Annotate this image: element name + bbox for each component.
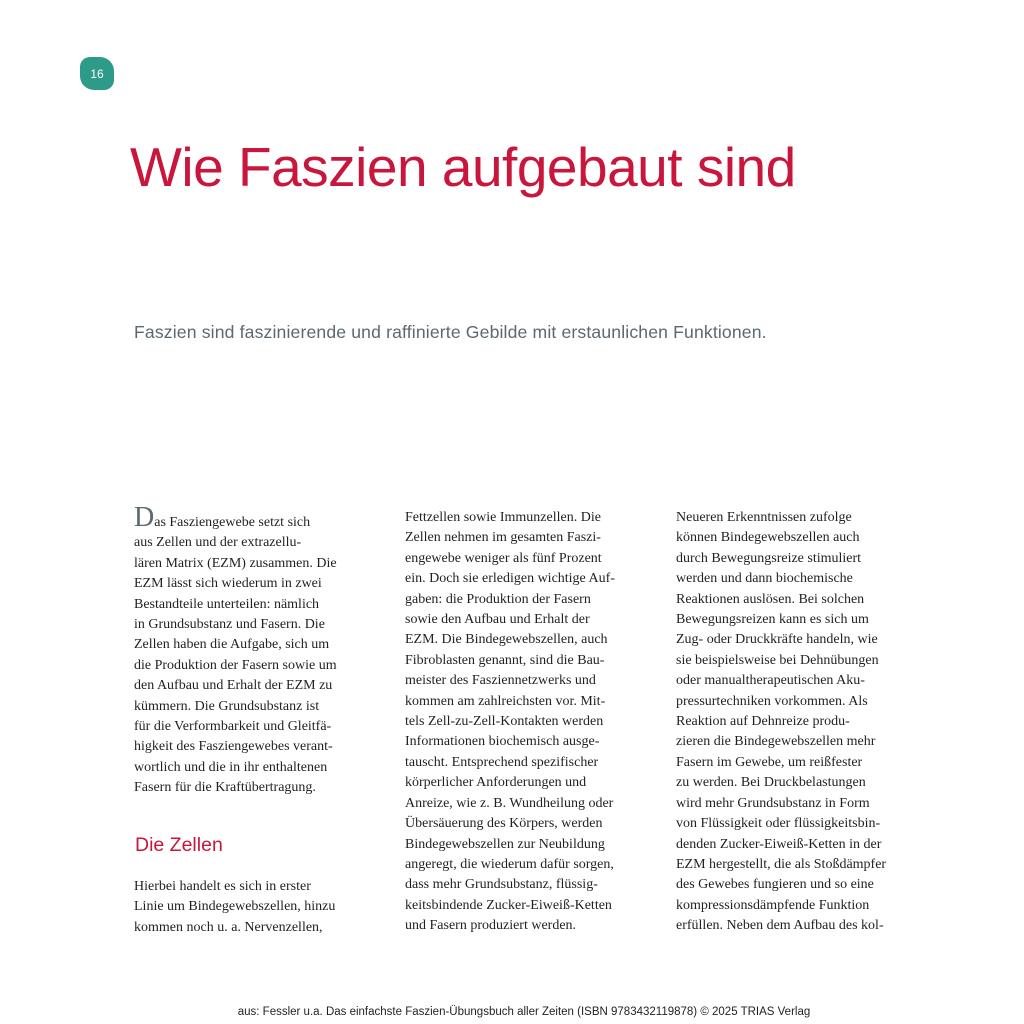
text-line: Anreize, wie z. B. Wundheilung oder [405,795,614,811]
text-line: angeregt, die wiederum dafür sorgen, [405,856,614,872]
text-line: Neueren Erkenntnissen zufolge [676,510,852,525]
text-line: und Fasern produziert werden. [405,918,577,934]
page-footer [0,1006,1024,1018]
text-line: körperlicher Anforderungen und [405,775,587,791]
text-line: werden und dann biochemische [676,571,853,587]
text-line: higkeit des Fasziengewebes verant- [134,739,333,755]
text-line: kommen noch u. a. Nervenzellen, [134,919,323,935]
text-line: pressurtechniken vorkommen. Als [676,693,868,709]
text-line: Übersäuerung des Körpers, werden [405,816,603,832]
text-line: Fasern für die Kraftübertragung. [134,780,316,796]
body-column-1-section [134,877,374,938]
text-line [134,502,374,533]
text-line-rest: as Fasziengewebe setzt sich [154,515,311,530]
text-line: Bestandteile unterteilen: nämlich [134,596,320,612]
text-line: denden Zucker-Eiweiß-Ketten in der [676,836,882,852]
text-line: durch Bewegungsreize stimuliert [676,550,862,566]
text-line: den Aufbau und Erhalt der EZM zu [134,678,333,694]
page-number: 16 [90,66,104,81]
text-line: EZM lässt sich wiederum in zwei [134,576,322,592]
text-line: von Flüssigkeit oder flüssigkeitsbin- [676,816,881,832]
text-line: sowie den Aufbau und Erhalt der [405,612,590,628]
text-line: für die Verformbarkeit und Gleitfä- [134,719,332,735]
drop-cap: D [134,502,155,533]
page-title: Wie Faszien aufgebaut sind [130,136,796,198]
text-line: in Grundsubstanz und Fasern. Die [134,617,325,633]
text-line: engewebe weniger als fünf Prozent [405,550,602,566]
section-heading: Die Zellen [135,834,223,856]
text-line: Bewegungsreizen kann es sich um [676,612,869,628]
text-line: lären Matrix (EZM) zusammen. Die [134,555,337,571]
text-line: dass mehr Grundsubstanz, flüssig- [405,877,598,893]
text-line: zu werden. Bei Druckbelastungen [676,775,866,791]
text-line: keitsbindende Zucker-Eiweiß-Ketten [405,897,612,913]
text-line: kümmern. Die Grundsubstanz ist [134,698,320,714]
text-line: sie beispielsweise bei Dehnübungen [676,652,879,668]
text-line: erfüllen. Neben dem Aufbau des kol- [676,918,884,934]
text-line: Fasern im Gewebe, um reißfester [676,754,863,770]
text-line: kompressionsdämpfende Funktion [676,897,870,913]
text-line: tels Zell-zu-Zell-Kontakten werden [405,714,604,730]
text-line: EZM. Die Bindegewebszellen, auch [405,632,608,648]
text-line: kommen am zahlreichsten vor. Mit- [405,693,606,709]
text-line: oder manualtherapeutischen Aku- [676,673,865,689]
text-line: Reaktion auf Dehnreize produ- [676,714,850,730]
text-line: wird mehr Grundsubstanz in Form [676,795,870,811]
lead-paragraph: Faszien sind faszinierende und raffinierte Gebilde mit erstaunlichen Funktionen. [134,322,767,342]
source-citation: aus: Fessler u.a. Das einfachste Faszien-Übungsbuch aller Zeiten (ISBN 9783432119878) © 2025 TRIAS Verlag [237,1006,811,1018]
text-line: Zug- oder Druckkräfte handeln, wie [676,632,878,648]
text-line: aus Zellen und der extrazellu- [134,535,302,551]
text-line: können Bindegewebszellen auch [676,530,860,546]
text-line: Linie um Bindegewebszellen, hinzu [134,899,336,915]
body-column-3 [676,508,916,937]
text-line: ein. Doch sie erledigen wichtige Auf- [405,571,615,587]
text-line: wortlich und die in ihr enthaltenen [134,759,328,775]
text-line: Bindegewebszellen zur Neubildung [405,836,605,852]
text-line: Zellen haben die Aufgabe, sich um [134,637,330,653]
text-line: Fibroblasten genannt, sind die Bau- [405,652,605,668]
body-column-2 [405,508,645,937]
text-line: zieren die Bindegewebszellen mehr [676,734,876,750]
text-line: Informationen biochemisch ausge- [405,734,600,750]
text-line: Zellen nehmen im gesamten Faszi- [405,530,601,546]
body-column-1 [134,502,374,799]
text-line: die Produktion der Fasern sowie um [134,657,337,673]
text-line: gaben: die Produktion der Fasern [405,591,591,607]
text-line: des Gewebes fungieren und so eine [676,877,874,893]
text-line: meister des Fasziennetzwerks und [405,673,596,689]
text-line: Fettzellen sowie Immunzellen. Die [405,510,601,525]
text-line: tauscht. Entsprechend spezifischer [405,754,599,770]
text-line: Reaktionen auslösen. Bei solchen [676,591,865,607]
page-number-badge [80,57,114,90]
text-line: EZM hergestellt, die als Stoßdämpfer [676,856,887,872]
text-line: Hierbei handelt es sich in erster [134,879,311,894]
